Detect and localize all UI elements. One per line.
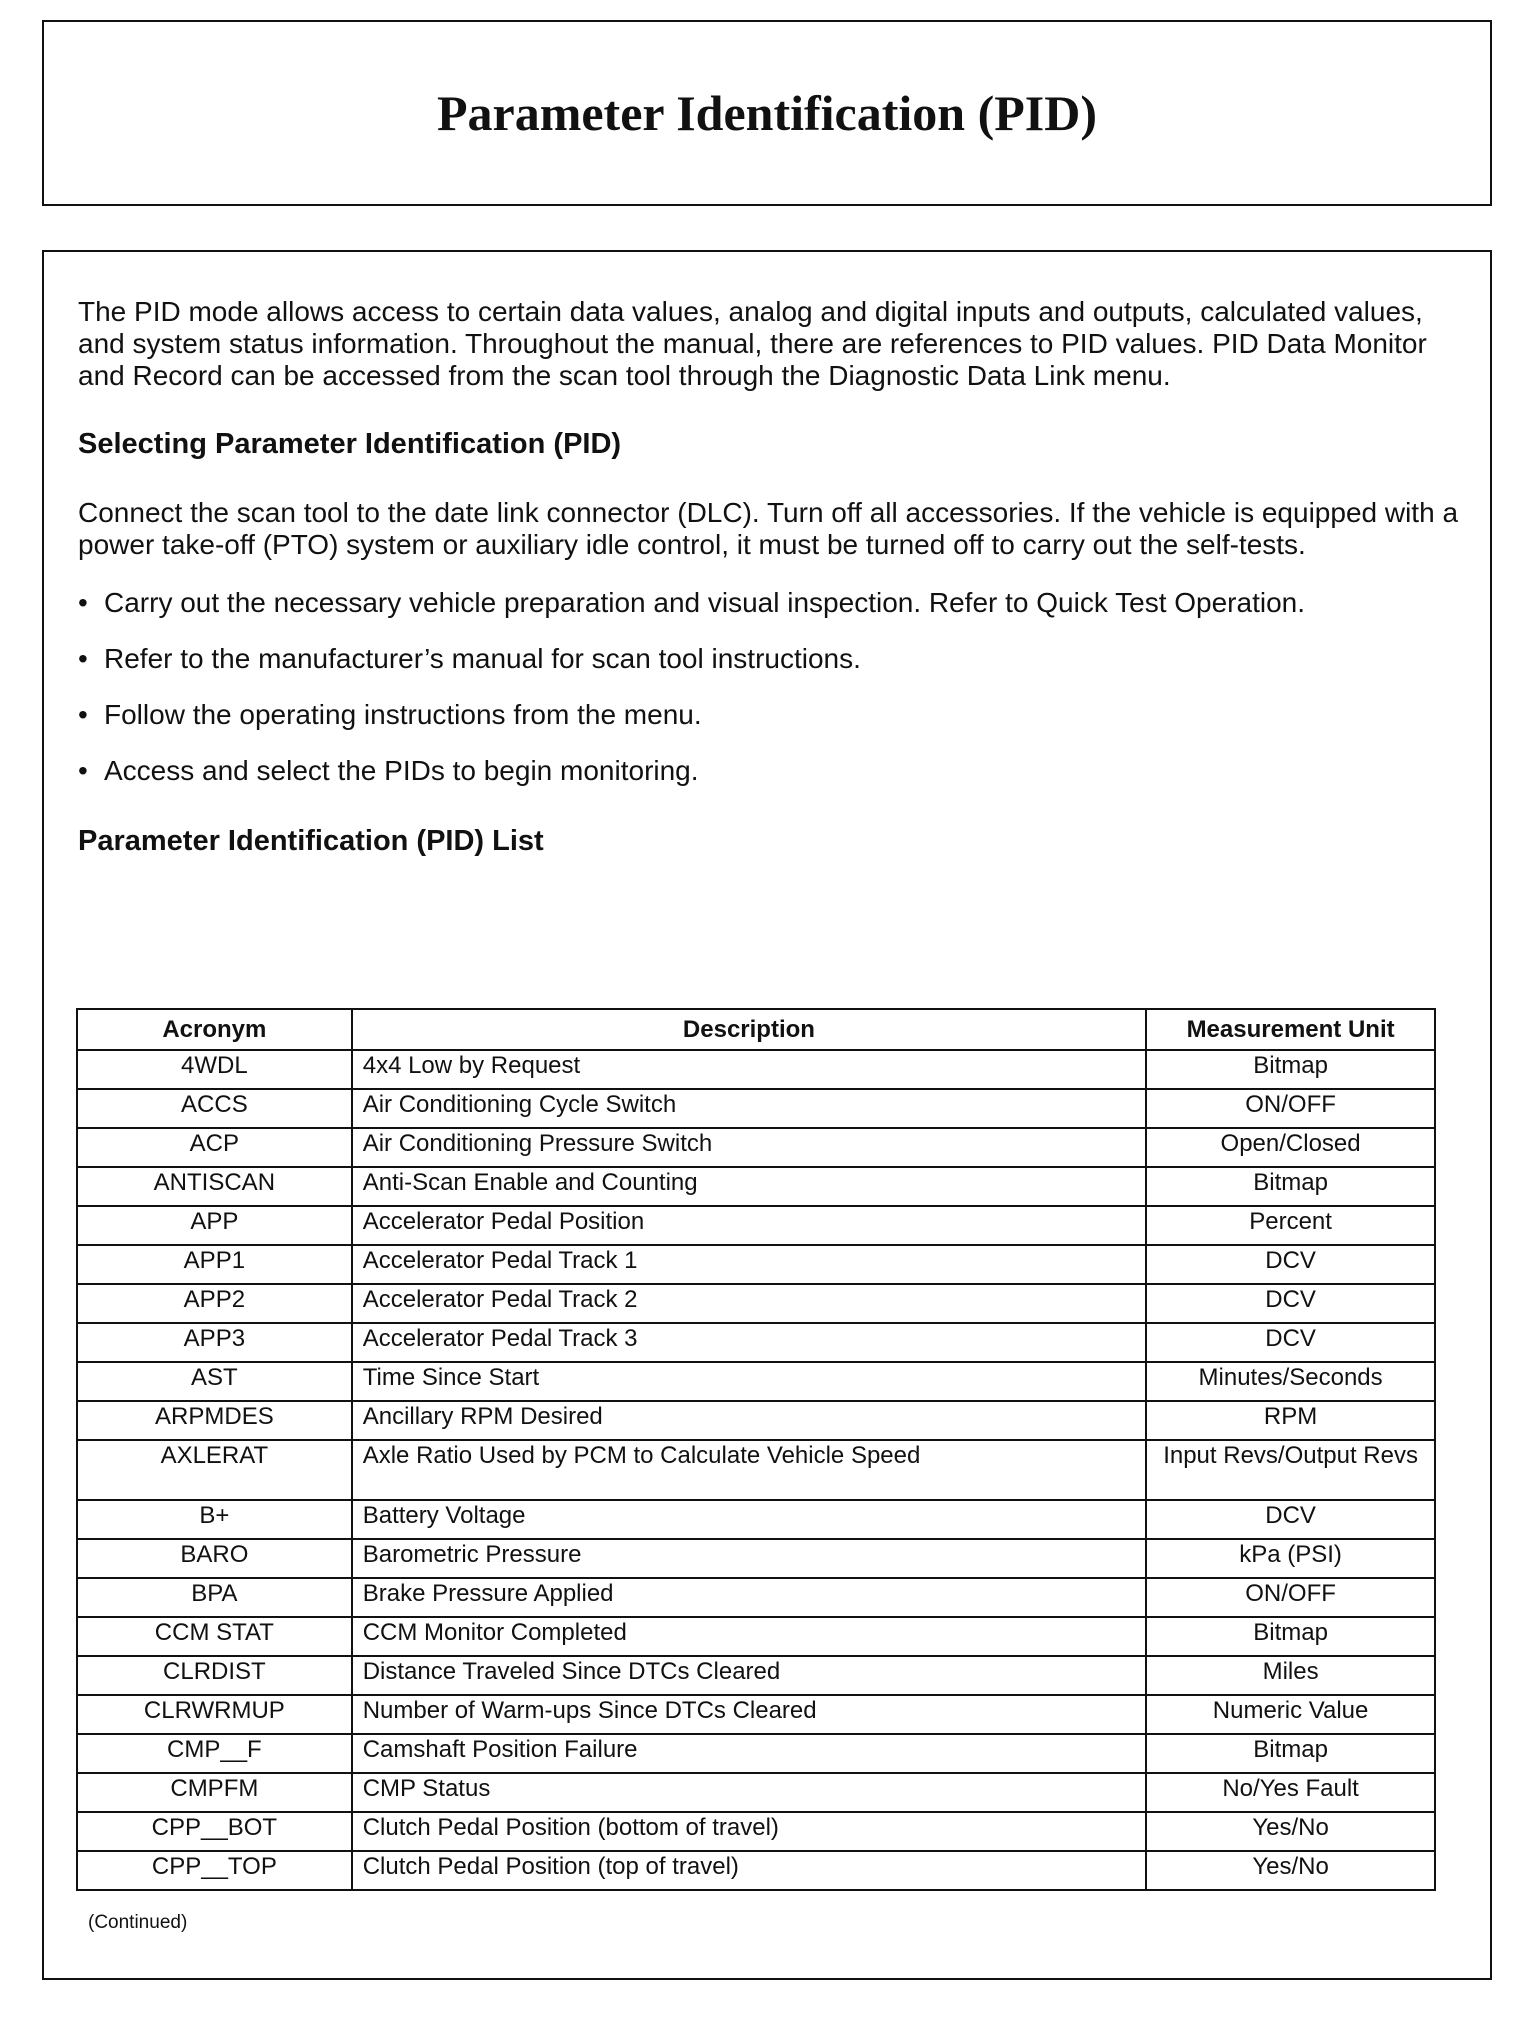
table-row [77, 1617, 1435, 1656]
unit-cell: RPM [1146, 1401, 1435, 1440]
instruction-list [78, 587, 1458, 787]
unit-cell: Bitmap [1146, 1050, 1435, 1089]
table-row [77, 1812, 1435, 1851]
table-row [77, 1167, 1435, 1206]
acronym-cell: CMP__F [77, 1734, 352, 1773]
acronym-cell: 4WDL [77, 1050, 352, 1089]
description-cell: Distance Traveled Since DTCs Cleared [352, 1656, 1146, 1695]
table-row [77, 1539, 1435, 1578]
description-cell: Accelerator Pedal Track 2 [352, 1284, 1146, 1323]
acronym-cell: CLRWRMUP [77, 1695, 352, 1734]
acronym-cell: AST [77, 1362, 352, 1401]
description-cell: Anti-Scan Enable and Counting [352, 1167, 1146, 1206]
acronym-cell: B+ [77, 1500, 352, 1539]
description-cell: CCM Monitor Completed [352, 1617, 1146, 1656]
table-row [77, 1440, 1435, 1500]
unit-cell: Input Revs/Output Revs [1146, 1440, 1435, 1500]
column-header-acronym: Acronym [77, 1009, 352, 1050]
selecting-pid-heading: Selecting Parameter Identification (PID) [78, 428, 622, 460]
intro-paragraph: The PID mode allows access to certain data values, analog and digital inputs and outputs, calculated values, and system status information. Throughout the manual, there are references to PID values. PID Data Monitor and Record can be accessed from the scan tool through the Diagnostic Data Link menu. [78, 296, 1427, 391]
page-title: Parameter Identification (PID) [436, 85, 1097, 141]
list-item [78, 755, 1458, 787]
list-item [78, 699, 1458, 731]
table-row [77, 1773, 1435, 1812]
table-row [77, 1734, 1435, 1773]
acronym-cell: APP1 [77, 1245, 352, 1284]
acronym-cell: BARO [77, 1539, 352, 1578]
acronym-cell: CCM STAT [77, 1617, 352, 1656]
table-row [77, 1695, 1435, 1734]
table-row [77, 1284, 1435, 1323]
list-item [78, 587, 1458, 619]
table-row [77, 1050, 1435, 1089]
table-row [77, 1089, 1435, 1128]
unit-cell: Miles [1146, 1656, 1435, 1695]
column-header-unit: Measurement Unit [1146, 1009, 1435, 1050]
description-cell: Camshaft Position Failure [352, 1734, 1146, 1773]
continued-note: (Continued) [88, 1912, 188, 1933]
table-row [77, 1362, 1435, 1401]
description-cell: Time Since Start [352, 1362, 1146, 1401]
acronym-cell: APP2 [77, 1284, 352, 1323]
unit-cell: Minutes/Seconds [1146, 1362, 1435, 1401]
unit-cell: Percent [1146, 1206, 1435, 1245]
table-row [77, 1578, 1435, 1617]
description-cell: Axle Ratio Used by PCM to Calculate Vehicle Speed [352, 1440, 1146, 1500]
unit-cell: Bitmap [1146, 1617, 1435, 1656]
unit-cell: kPa (PSI) [1146, 1539, 1435, 1578]
table-row [77, 1206, 1435, 1245]
table-header-row [77, 1009, 1435, 1050]
unit-cell: Open/Closed [1146, 1128, 1435, 1167]
description-cell: Accelerator Pedal Track 1 [352, 1245, 1146, 1284]
unit-cell: Yes/No [1146, 1851, 1435, 1890]
acronym-cell: APP3 [77, 1323, 352, 1362]
unit-cell: Yes/No [1146, 1812, 1435, 1851]
description-cell: Air Conditioning Cycle Switch [352, 1089, 1146, 1128]
unit-cell: DCV [1146, 1284, 1435, 1323]
table-row [77, 1245, 1435, 1284]
unit-cell: ON/OFF [1146, 1089, 1435, 1128]
unit-cell: Bitmap [1146, 1734, 1435, 1773]
unit-cell: DCV [1146, 1323, 1435, 1362]
unit-cell: DCV [1146, 1245, 1435, 1284]
list-item [78, 643, 1458, 675]
table-row [77, 1656, 1435, 1695]
acronym-cell: AXLERAT [77, 1440, 352, 1500]
unit-cell: Bitmap [1146, 1167, 1435, 1206]
list-item-text: Follow the operating instructions from the menu. [104, 699, 702, 730]
content [78, 296, 1458, 858]
title-box [42, 20, 1492, 206]
acronym-cell: ARPMDES [77, 1401, 352, 1440]
description-cell: Brake Pressure Applied [352, 1578, 1146, 1617]
unit-cell: No/Yes Fault [1146, 1773, 1435, 1812]
table-row [77, 1401, 1435, 1440]
table-row [77, 1323, 1435, 1362]
description-cell: 4x4 Low by Request [352, 1050, 1146, 1089]
acronym-cell: APP [77, 1206, 352, 1245]
description-cell: Number of Warm-ups Since DTCs Cleared [352, 1695, 1146, 1734]
table-row [77, 1500, 1435, 1539]
acronym-cell: BPA [77, 1578, 352, 1617]
selecting-pid-paragraph: Connect the scan tool to the date link connector (DLC). Turn off all accessories. If the vehicle is equipped with a power take-off (PTO) system or auxiliary idle control, it must be turned off to carry out the self-tests. [78, 497, 1459, 560]
description-cell: Air Conditioning Pressure Switch [352, 1128, 1146, 1167]
pid-table [76, 1008, 1436, 1891]
description-cell: Battery Voltage [352, 1500, 1146, 1539]
description-cell: Clutch Pedal Position (bottom of travel) [352, 1812, 1146, 1851]
acronym-cell: ACP [77, 1128, 352, 1167]
description-cell: Clutch Pedal Position (top of travel) [352, 1851, 1146, 1890]
acronym-cell: ACCS [77, 1089, 352, 1128]
acronym-cell: CMPFM [77, 1773, 352, 1812]
description-cell: Barometric Pressure [352, 1539, 1146, 1578]
table-row [77, 1128, 1435, 1167]
pid-list-heading: Parameter Identification (PID) List [78, 825, 544, 857]
description-cell: Accelerator Pedal Position [352, 1206, 1146, 1245]
bullet-icon: • [78, 643, 88, 674]
acronym-cell: CPP__TOP [77, 1851, 352, 1890]
table-row [77, 1851, 1435, 1890]
list-item-text: Access and select the PIDs to begin monitoring. [104, 755, 699, 786]
acronym-cell: ANTISCAN [77, 1167, 352, 1206]
list-item-text: Carry out the necessary vehicle preparation and visual inspection. Refer to Quick Test Operation. [104, 587, 1305, 618]
bullet-icon: • [78, 755, 88, 786]
description-cell: CMP Status [352, 1773, 1146, 1812]
bullet-icon: • [78, 587, 88, 618]
acronym-cell: CPP__BOT [77, 1812, 352, 1851]
unit-cell: DCV [1146, 1500, 1435, 1539]
description-cell: Accelerator Pedal Track 3 [352, 1323, 1146, 1362]
unit-cell: Numeric Value [1146, 1695, 1435, 1734]
acronym-cell: CLRDIST [77, 1656, 352, 1695]
list-item-text: Refer to the manufacturer’s manual for scan tool instructions. [104, 643, 861, 674]
description-cell: Ancillary RPM Desired [352, 1401, 1146, 1440]
bullet-icon: • [78, 699, 88, 730]
column-header-description: Description [352, 1009, 1146, 1050]
unit-cell: ON/OFF [1146, 1578, 1435, 1617]
